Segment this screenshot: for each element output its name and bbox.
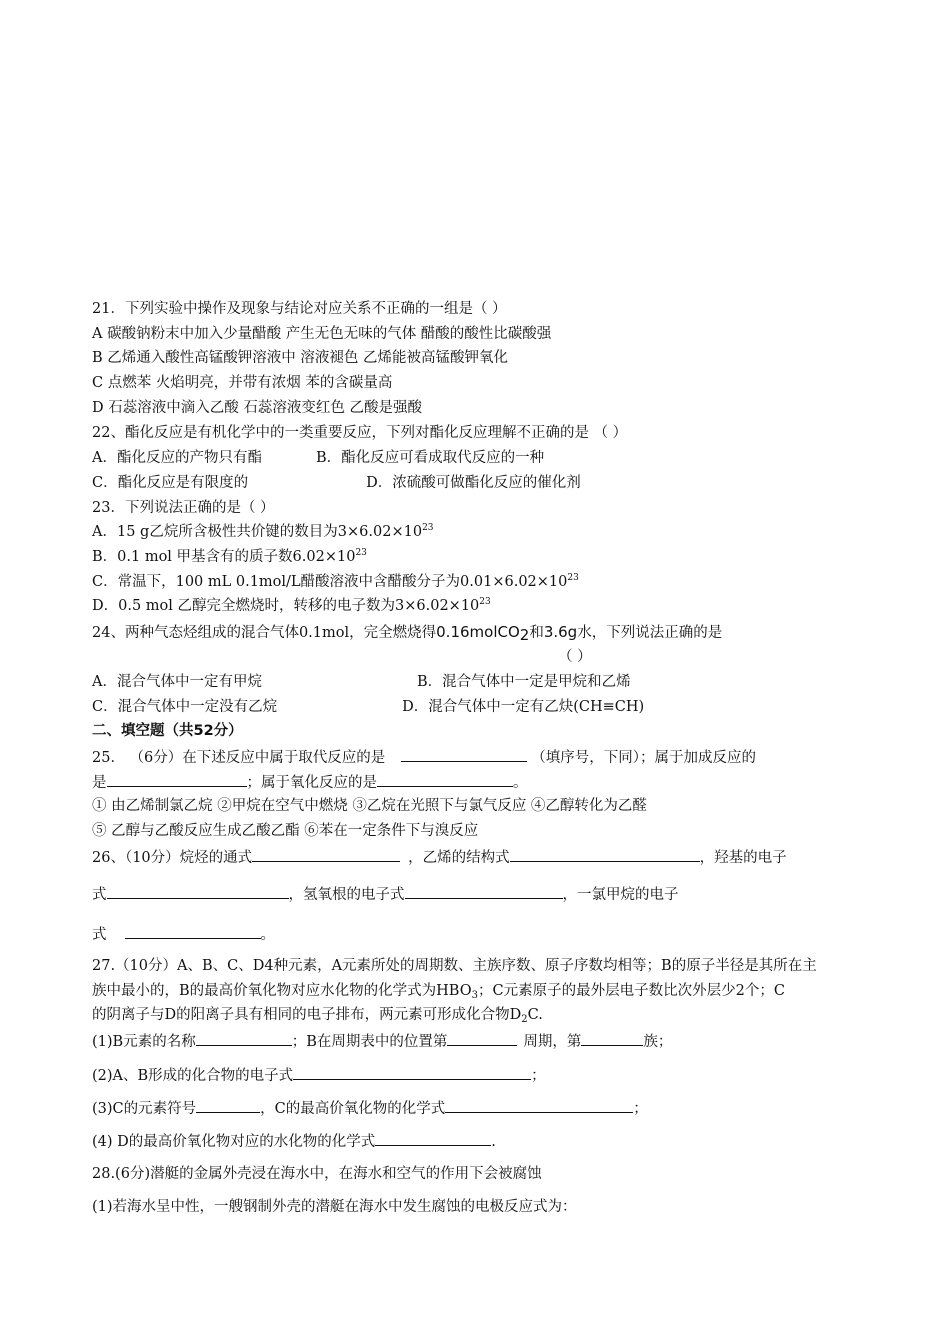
q27-sub2: (2)A、B形成的化合物的电子式 ； [92,1064,546,1086]
q24-option-b: B．混合气体中一定是甲烷和乙烯 [416,674,631,690]
section-title: 二、填空题（共52分） [92,723,243,739]
q21-stem: 21．下列实验中操作及现象与结论对应关系不正确的一组是（ ） [92,301,507,317]
q27-blank-c-oxide[interactable] [445,1097,633,1113]
q25-options-2: ⑤ 乙醇与乙酸反应生成乙酸乙酯 ⑥苯在一定条件下与溴反应 [92,823,479,839]
q27-blank-ab-electron[interactable] [293,1064,531,1080]
q22-option-a: A．酯化反应的产物只有酯 [92,450,262,466]
q24-stem: 24、两种气态烃组成的混合气体0.1mol，完全燃烧得0.16molCO$_2$和3.6g水，下列说法正确的是 [92,623,723,644]
q25-options-1: ① 由乙烯制氯乙烷 ②甲烷在空气中燃烧 ③乙烷在光照下与氯气反应 ④乙醇转化为乙醛 [92,798,647,814]
q27-blank-group[interactable] [581,1030,643,1046]
q22-row2 [92,473,581,493]
q27-blank-c-symbol[interactable] [196,1097,260,1113]
q22-stem: 22、酯化反应是有机化学中的一类重要反应，下列对酯化反应理解不正确的是 （ ） [92,425,628,441]
q27-line3: 的阴离子与D的阳离子具有相同的电子排布，两元素可形成化合物$D_2C$. [92,1007,543,1025]
q26-blank-alkane-formula[interactable] [252,846,400,862]
q26-blank-hydroxyl[interactable] [107,883,289,899]
q26-line1: 26、（10分）烷烃的通式 ，乙烯的结构式 ，羟基的电子 [92,846,787,868]
q22-option-d: D．浓硫酸可做酯化反应的催化剂 [366,475,581,491]
q28-line2: (1)若海水呈中性，一艘钢制外壳的潜艇在海水中发生腐蚀的电极反应式为： [92,1199,577,1215]
q21-option-b: B 乙烯通入酸性高锰酸钾溶液中 溶液褪色 乙烯能被高锰酸钾氧化 [92,350,508,366]
q21-option-d: D 石蕊溶液中滴入乙酸 石蕊溶液变红色 乙酸是强酸 [92,400,422,416]
q25-line2: 是 ；属于氧化反应的是 。 [92,771,528,793]
q28-line1: 28.(6分)潜艇的金属外壳浸在海水中，在海水和空气的作用下会被腐蚀 [92,1166,542,1182]
q23-option-d: D．0.5 mol 乙醇完全燃烧时，转移的电子数为$3\times 6.02\times 10^{23}$ [92,597,491,614]
q23-option-a: A．15 g乙烷所含极性共价键的数目为$3\times 6.02\times 10^{23}$ [92,523,434,540]
q26-blank-ethylene-structure[interactable] [510,846,700,862]
q26-blank-chloromethane[interactable] [125,923,261,939]
q22-option-c: C．酯化反应是有限度的 [92,475,249,491]
q27-line1: 27.（10分）A、B、C、D4种元素，A元素所处的周期数、主族序数、原子序数均相等；B的原子半径是其所在主 [92,958,817,974]
q27-sub3: (3)C的元素符号 ，C的最高价氧化物的化学式 ； [92,1097,648,1119]
q24-option-d: D．混合气体中一定有乙炔(CH≡CH) [402,699,645,715]
q21-option-a: A 碳酸钠粉末中加入少量醋酸 产生无色无味的气体 醋酸的酸性比碳酸强 [92,326,552,342]
q24-paren: （ ） [558,649,592,665]
q24-option-c: C．混合气体中一定没有乙烷 [92,699,278,715]
q23-option-b: B．0.1 mol 甲基含有的质子数$6.02\times 10^{23}$ [92,548,367,565]
q24-row2 [92,697,644,717]
q22-option-b: B．酯化反应可看成取代反应的一种 [315,450,545,466]
q27-blank-d-hydroxide[interactable] [375,1130,491,1146]
q24-row1 [92,672,631,692]
q27-line2: 族中最小的，B的最高价氧化物对应水化物的化学式为$HBO_3$；C元素原子的最外层电子数比次外层少2个；C [92,983,785,1001]
q22-row1 [92,448,544,468]
q27-sub4: (4) D的最高价氧化物对应的水化物的化学式 . [92,1130,496,1152]
q25-blank-substitution[interactable] [401,746,527,762]
q23-stem: 23．下列说法正确的是（ ） [92,500,275,516]
q25-blank-oxidation[interactable] [377,771,513,787]
q21-option-c: C 点燃苯 火焰明亮，并带有浓烟 苯的含碳量高 [92,375,393,391]
q26-line3: 式 。 [92,923,275,945]
q23-option-c: C．常温下，100 mL 0.1mol/L醋酸溶液中含醋酸分子为$0.01\times 6.02\times 10^{23}$ [92,573,579,590]
q27-blank-period[interactable] [447,1030,517,1046]
q27-blank-b-name[interactable] [196,1030,292,1046]
q27-sub1: (1)B元素的名称 ；B在周期表中的位置第 周期，第 族； [92,1030,672,1052]
q25-line1: 25． （6分）在下述反应中属于取代反应的是 （填序号，下同）；属于加成反应的 [92,746,756,768]
q24-option-a: A．混合气体中一定有甲烷 [92,674,262,690]
q26-line2: 式 ，氢氧根的电子式 ，一氯甲烷的电子 [92,883,679,905]
q25-blank-addition[interactable] [107,771,247,787]
q26-blank-hydroxide[interactable] [405,883,563,899]
